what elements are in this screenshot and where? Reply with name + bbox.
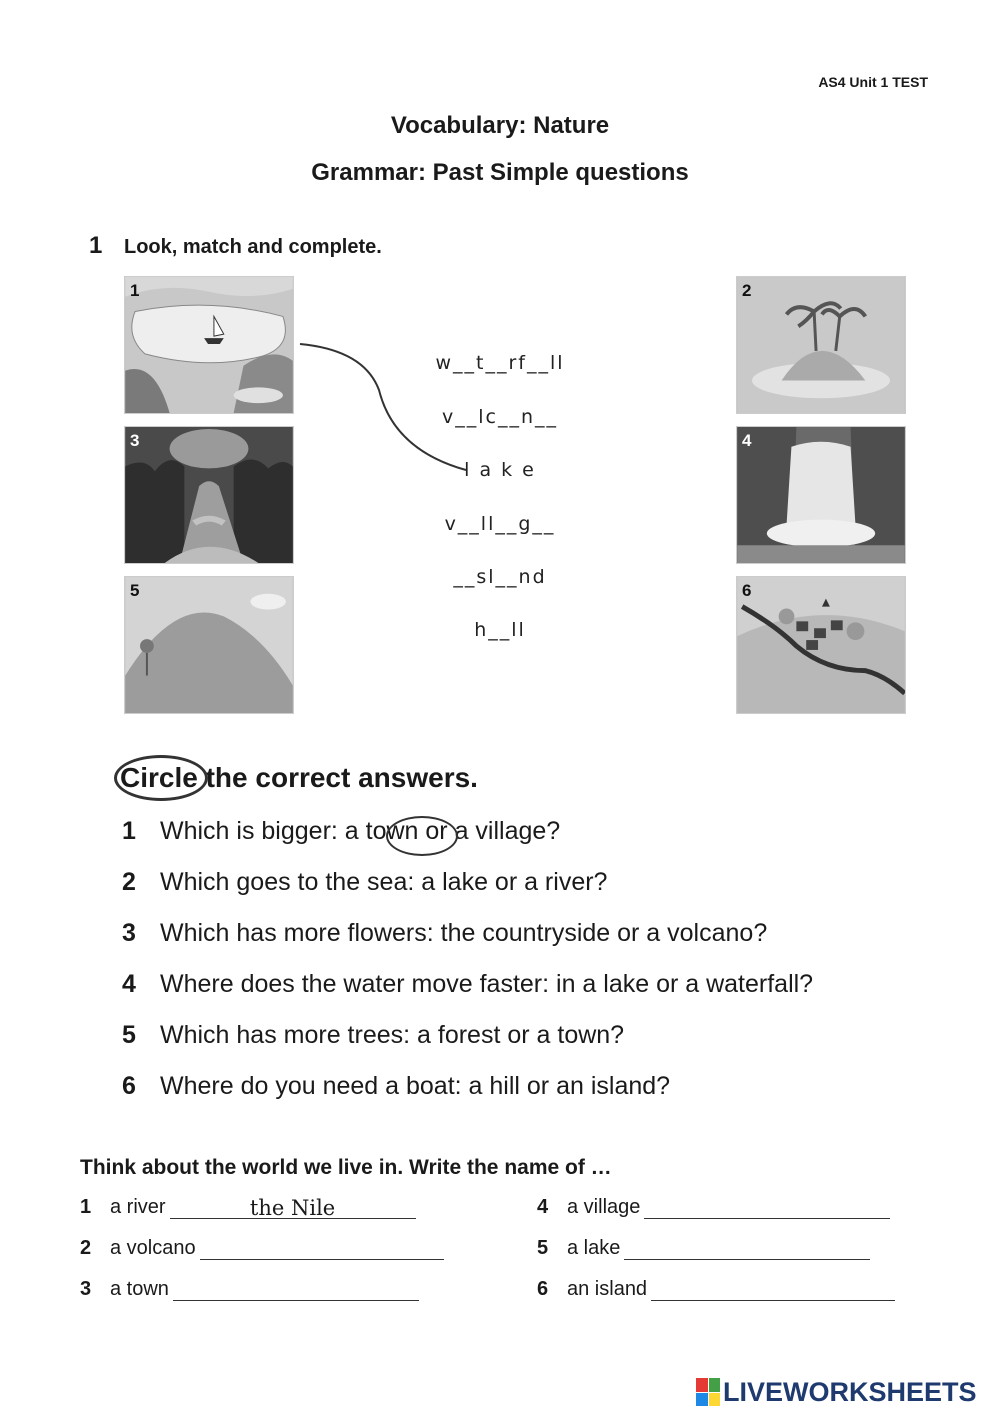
question-row[interactable]	[122, 1072, 670, 1101]
word-puzzle-3[interactable]: l a k e	[464, 459, 536, 481]
answer-field[interactable]	[644, 1197, 890, 1219]
picture-volcano[interactable]	[124, 426, 294, 564]
answer-field[interactable]	[624, 1238, 870, 1260]
question-number: 6	[122, 1072, 136, 1100]
word-puzzle-6[interactable]: h__ll	[474, 619, 526, 641]
picture-number: 6	[742, 581, 752, 600]
question-text: Where do you need a boat: a hill or an island?	[160, 1072, 671, 1100]
write-item	[80, 1278, 419, 1301]
write-item	[80, 1237, 444, 1260]
page-title: Vocabulary: Nature	[390, 112, 610, 139]
question-text: Which is bigger: a town or a village?	[160, 817, 561, 845]
question-number: 3	[122, 919, 136, 947]
exercise-3-instruction: Think about the world we live in. Write the name of …	[80, 1156, 612, 1179]
picture-lake[interactable]	[124, 276, 294, 414]
picture-number: 4	[742, 431, 752, 450]
circle-word: Circle	[120, 762, 198, 793]
picture-hill[interactable]	[124, 576, 294, 714]
circle-mark	[114, 755, 208, 801]
answer-field[interactable]: the Nile	[170, 1197, 416, 1219]
logo-square	[709, 1378, 721, 1392]
question-text: Which has more flowers: the countryside or a volcano?	[160, 919, 768, 947]
picture-village[interactable]	[736, 576, 906, 714]
exercise-1-instruction: Look, match and complete.	[124, 236, 382, 258]
answer-circle	[386, 816, 458, 856]
question-text: Where does the water move faster: in a lake or a waterfall?	[160, 970, 814, 998]
item-label: a volcano	[110, 1237, 196, 1259]
question-row[interactable]	[122, 970, 813, 999]
item-label: a river	[110, 1196, 166, 1218]
question-row[interactable]	[122, 919, 767, 948]
write-item	[537, 1196, 890, 1219]
picture-number: 1	[130, 281, 140, 300]
word-puzzle-4[interactable]: v__ll__g__	[444, 513, 556, 535]
question-row[interactable]	[122, 1021, 624, 1050]
instruction-rest: the correct answers.	[197, 762, 478, 793]
item-label: a lake	[567, 1237, 621, 1259]
picture-number: 5	[130, 581, 140, 600]
item-label: a village	[567, 1196, 641, 1218]
write-item	[537, 1278, 895, 1301]
question-row[interactable]	[122, 868, 607, 897]
logo-square	[696, 1393, 708, 1407]
item-number: 2	[80, 1237, 92, 1259]
answer-field[interactable]	[173, 1279, 419, 1301]
write-item	[537, 1237, 870, 1260]
word-puzzle-5[interactable]: __sl__nd	[453, 566, 547, 588]
item-number: 6	[537, 1278, 549, 1300]
picture-number: 3	[130, 431, 140, 450]
answer-field[interactable]	[200, 1238, 444, 1260]
question-text: Which has more trees: a forest or a town?	[160, 1021, 625, 1049]
logo-square	[696, 1378, 708, 1392]
picture-waterfall[interactable]	[736, 426, 906, 564]
item-number: 3	[80, 1278, 92, 1300]
answer-field[interactable]	[651, 1279, 895, 1301]
item-label: an island	[567, 1278, 648, 1300]
liveworksheets-logo[interactable]	[696, 1375, 996, 1409]
picture-number: 2	[742, 281, 752, 300]
logo-square	[709, 1393, 721, 1407]
question-text: Which goes to the sea: a lake or a river?	[160, 868, 608, 896]
hill-illustration	[125, 577, 293, 713]
item-number: 1	[80, 1196, 92, 1218]
island-illustration	[737, 277, 905, 413]
picture-island[interactable]	[736, 276, 906, 414]
logo-icon	[696, 1378, 720, 1406]
village-illustration	[737, 577, 905, 713]
page-subtitle: Grammar: Past Simple questions	[311, 159, 689, 186]
question-number: 5	[122, 1021, 136, 1049]
exercise-1-number: 1	[89, 232, 103, 259]
question-number: 2	[122, 868, 136, 896]
waterfall-illustration	[737, 427, 905, 563]
item-number: 5	[537, 1237, 549, 1259]
question-number: 4	[122, 970, 136, 998]
volcano-illustration	[125, 427, 293, 563]
item-label: a town	[110, 1278, 169, 1300]
word-puzzle-1[interactable]: w__t__rf__ll	[435, 352, 565, 374]
item-number: 4	[537, 1196, 549, 1218]
test-tag: AS4 Unit 1 TEST	[818, 74, 928, 90]
write-item	[80, 1196, 416, 1219]
logo-text: LIVEWORKSHEETS	[723, 1376, 977, 1407]
question-row[interactable]	[122, 817, 560, 846]
word-puzzle-2[interactable]: v__lc__n__	[441, 406, 558, 428]
question-number: 1	[122, 817, 136, 845]
lake-illustration	[125, 277, 293, 413]
